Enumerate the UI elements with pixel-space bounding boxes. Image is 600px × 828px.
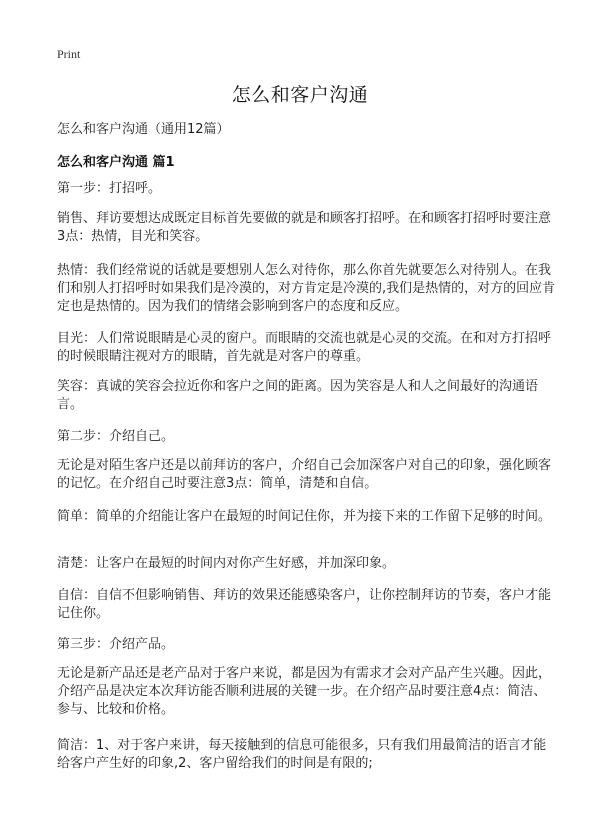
paragraph: 无论是对陌生客户还是以前拜访的客户，介绍自己会加深客户对自己的印象，强化顾客的记忆。在介绍自己时要注意3点：简单，清楚和自信。: [57, 458, 552, 491]
paragraph: 无论是新产品还是老产品对于客户来说，都是因为有需求才会对产品产生兴趣。因此，介绍产品是决定本次拜访能否顺利进展的关键一步。在介绍产品时要注意4点：简洁、参与、比较和价格。: [57, 666, 552, 717]
paragraph: 第一步：打招呼。: [57, 181, 162, 196]
paragraph: 笑容：真诚的笑容会拉近你和客户之间的距离。因为笑容是人和人之间最好的沟通语言。: [57, 379, 539, 412]
section-heading: 怎么和客户沟通 篇1: [57, 155, 175, 170]
paragraph: 简洁：1、对于客户来讲，每天接触到的信息可能很多，只有我们用最简洁的语言才能给客户产生好的印象,2、客户留给我们的时间是有限的;: [57, 738, 547, 771]
paragraph: 清楚：让客户在最短的时间内对你产生好感，并加深印象。: [57, 556, 396, 571]
paragraph: 目光：人们常说眼睛是心灵的窗户。而眼睛的交流也就是心灵的交流。在和对方打招呼的时候眼睛注视对方的眼睛，首先就是对客户的尊重。: [57, 331, 552, 364]
paragraph: 第三步：介绍产品。: [57, 637, 175, 652]
document-subtitle: 怎么和客户沟通（通用12篇）: [57, 122, 230, 137]
print-link[interactable]: Print: [57, 47, 81, 61]
paragraph: 自信：自信不但影响销售、拜访的效果还能感染客户，让你控制拜访的节奏，客户才能记住你。: [57, 588, 552, 621]
paragraph: 第二步：介绍自己。: [57, 429, 175, 444]
paragraph: 销售、拜访要想达成既定目标首先要做的就是和顾客打招呼。在和顾客打招呼时要注意3点：热情，目光和笑容。: [57, 211, 552, 244]
document-title: 怎么和客户沟通: [231, 84, 369, 106]
paragraph: 热情：我们经常说的话就是要想别人怎么对待你，那么你首先就要怎么对待别人。在我们和别人打招呼时如果我们是冷漠的，对方肯定是冷漠的,我们是热情的，对方的回应肯定也是热情的。因为我们的情绪会影响到客户的态度和反应。: [57, 263, 556, 314]
paragraph: 简单：简单的介绍能让客户在最短的时间记住你，并为接下来的工作留下足够的时间。: [57, 509, 552, 524]
